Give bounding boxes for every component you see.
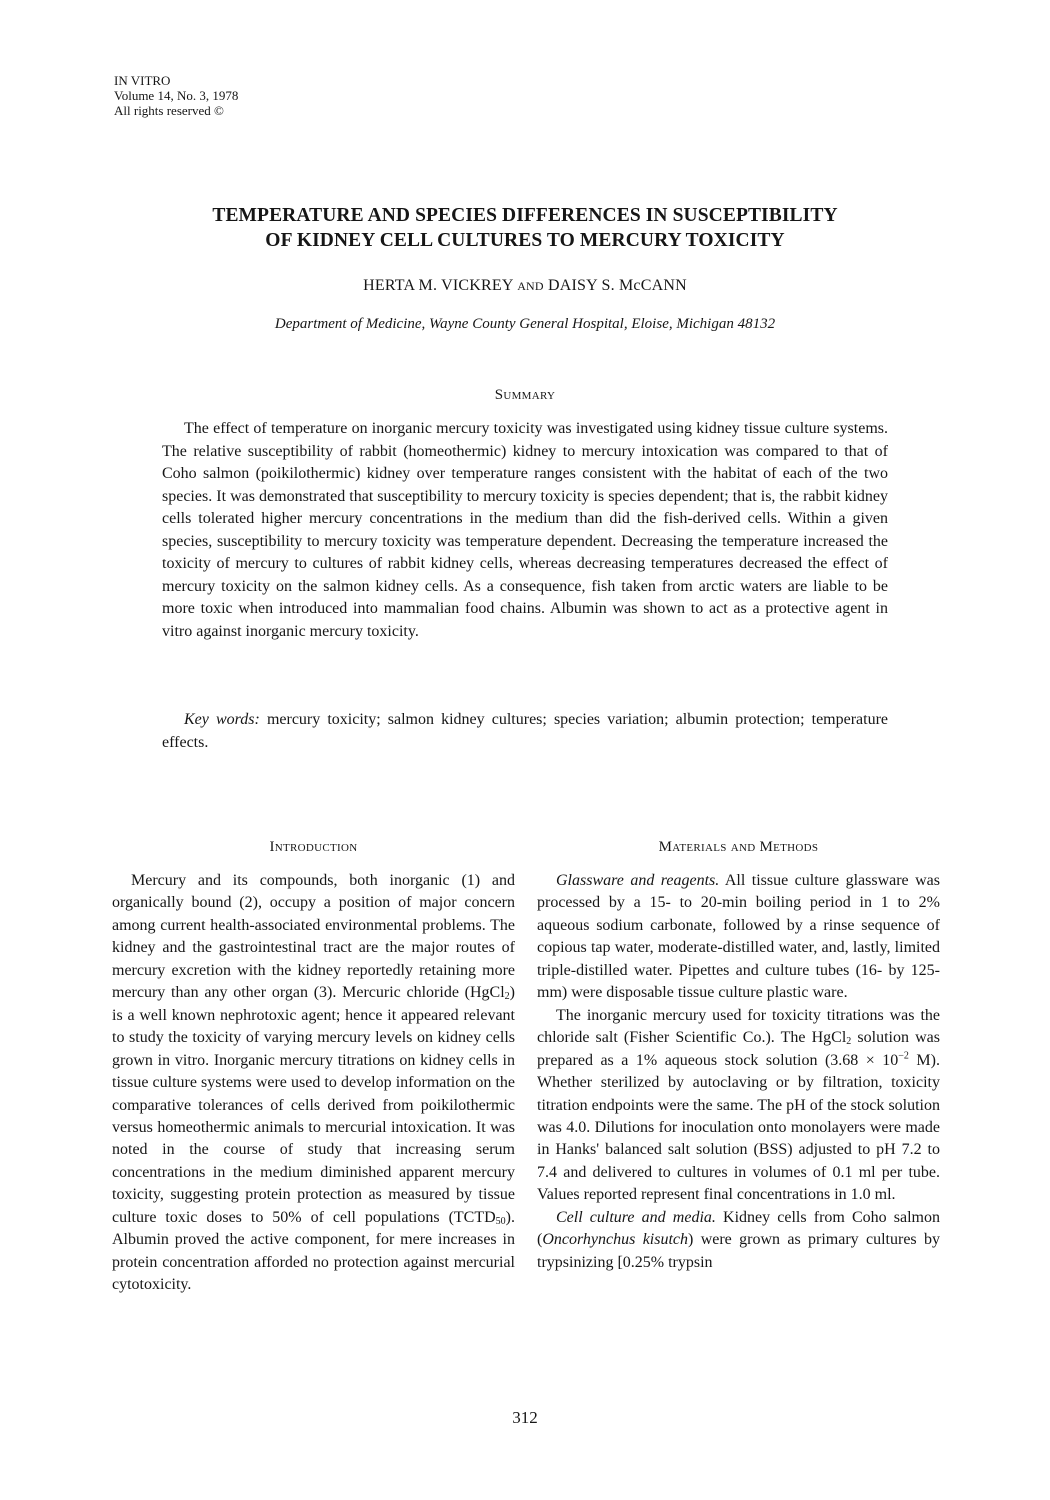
author-1: HERTA M. VICKREY: [363, 277, 513, 294]
mercury-text-part-1: The inorganic mercury used for toxicity titrations was the chloride salt (Fisher Scientific Co.). The: [537, 1006, 940, 1047]
journal-header: [114, 73, 238, 118]
cell-culture-text-part-1: Kidney cells from Coho salmon (: [537, 1208, 940, 1249]
tctd-term: [454, 1209, 506, 1226]
affiliation: Department of Medicine, Wayne County General Hospital, Eloise, Michigan 48132: [274, 316, 776, 332]
journal-rights: All rights reserved ©: [114, 103, 224, 118]
methods-paragraph-mercury: [537, 1005, 940, 1207]
intro-text-part-3: ). Albumin proved the active component, for mere increases in protein concentration afforded no protection against mercurial cytotoxicity.: [112, 1208, 515, 1294]
methods-column: [537, 837, 940, 1274]
methods-paragraph-cell-culture: [537, 1207, 940, 1274]
page-number: 312: [512, 1408, 538, 1427]
mercury-text-part-3: M). Whether sterilized by autoclaving or by filtration, toxicity titration endpoints were the same. The pH of the stock solution was 4.0. Dilutions for inoculation onto monolayers were made in Hanks' balanced salt solution (BSS) adjusted to pH 7.2 to 7.4 and delivered to cultures in volumes of 0.1 ml per tube. Values reported represent final concentrations in 1.0 ml.: [537, 1051, 940, 1204]
methods-paragraph-glassware: [537, 870, 940, 1005]
methods-heading: Materials and Methods: [658, 839, 819, 855]
tctd-base: TCTD: [453, 1208, 496, 1226]
introduction-paragraph: [112, 870, 515, 1297]
intro-text-part-1: Mercury and its compounds, both inorganic (1) and organically bound (2), occupy a position of major concern among current health-associated environmental problems. The kidney and the gastrointestinal tract are the major routes of mercury excretion with the kidney reportedly retaining more mercury than any other organ (3). Mercuric chloride (: [112, 872, 515, 1002]
introduction-heading: Introduction: [269, 839, 358, 855]
article-title-line-1: TEMPERATURE AND SPECIES DIFFERENCES IN SUSCEPTIBILITY: [212, 205, 838, 226]
species-name: Oncorhynchus kisutch: [542, 1231, 689, 1249]
author-2: DAISY S. McCANN: [548, 277, 687, 294]
summary-heading: Summary: [494, 387, 556, 403]
intro-text-part-2: ) is a well known nephrotoxic agent; hence it appeared relevant to study the toxicity of varying mercury levels on kidney cells grown in vitro. Inorganic mercury titrations on kidney cells in tissue culture systems were used to develop information on the comparative tolerances of cells derived from poikilothermic versus homeothermic animals to mercurial intoxication. It was noted in the course of study that increasing serum concentrations in the medium diminished apparent mercury toxicity, suggesting protein protection as measured by tissue culture toxic doses to 50% of cell populations (: [112, 984, 515, 1226]
formula-base: HgCl: [811, 1029, 847, 1047]
cell-culture-run-in-head: Cell culture and media.: [556, 1208, 716, 1226]
glassware-run-in-head: Glassware and reagents.: [556, 872, 720, 889]
hgcl2-formula: [812, 1029, 852, 1046]
formula-subscript: 2: [846, 1036, 852, 1048]
formula-base: HgCl: [470, 984, 505, 1002]
author-line: [0, 277, 1050, 295]
tctd-subscript: 50: [495, 1215, 506, 1227]
author-joiner: AND: [517, 279, 544, 293]
keywords-text: mercury toxicity; salmon kidney cultures; species variation; albumin protection; temperature effects.: [162, 711, 889, 751]
formula-subscript: 2: [504, 991, 510, 1003]
introduction-column: [112, 837, 515, 1297]
journal-volume: Volume 14, No. 3, 1978: [114, 88, 239, 103]
glassware-text: All tissue culture glassware was processed by a 15- to 20-min boiling period in 1 to 2% aqueous sodium carbonate, followed by a rinse sequence of copious tap water, moderate-distilled water, and, lastly, limited triple-distilled water. Pipettes and culture tubes (16- by 125-mm) were disposable tissue culture plastic ware.: [537, 872, 940, 1002]
keywords: [162, 709, 888, 754]
cell-culture-text-part-2: ) were grown as primary cultures by trypsinizing [0.25% trypsin: [537, 1231, 940, 1271]
summary-text: The effect of temperature on inorganic mercury toxicity was investigated using kidney tissue culture systems. The relative susceptibility of rabbit (homeothermic) kidney to mercury intoxication was compared to that of Coho salmon (poikilothermic) kidney over temperature ranges consistent with the habitat of each of the two species. It was demonstrated that susceptibility to mercury toxicity is species dependent; that is, the rabbit kidney cells tolerated higher mercury concentrations in the medium than did the fish-derived cells. Within a given species, susceptibility to mercury toxicity was temperature dependent. Decreasing the temperature increased the toxicity of mercury to cultures of rabbit kidney cells, whereas decreasing temperatures decreased the effect of mercury toxicity on the salmon kidney cells. As a consequence, fish taken from arctic waters are liable to be more toxic when introduced into mammalian food chains. Albumin was shown to act as a protective agent in vitro against inorganic mercury toxicity.: [162, 420, 888, 640]
hgcl2-formula: [470, 984, 510, 1001]
mercury-text-part-2: solution was prepared as a 1% aqueous stock solution (3.68 × 10: [537, 1029, 940, 1069]
keywords-label: Key words:: [184, 711, 260, 728]
article-title: [0, 203, 1050, 253]
article-title-line-2: OF KIDNEY CELL CULTURES TO MERCURY TOXICITY: [265, 230, 785, 251]
journal-name: IN VITRO: [114, 73, 171, 88]
exponent: −2: [898, 1050, 909, 1062]
